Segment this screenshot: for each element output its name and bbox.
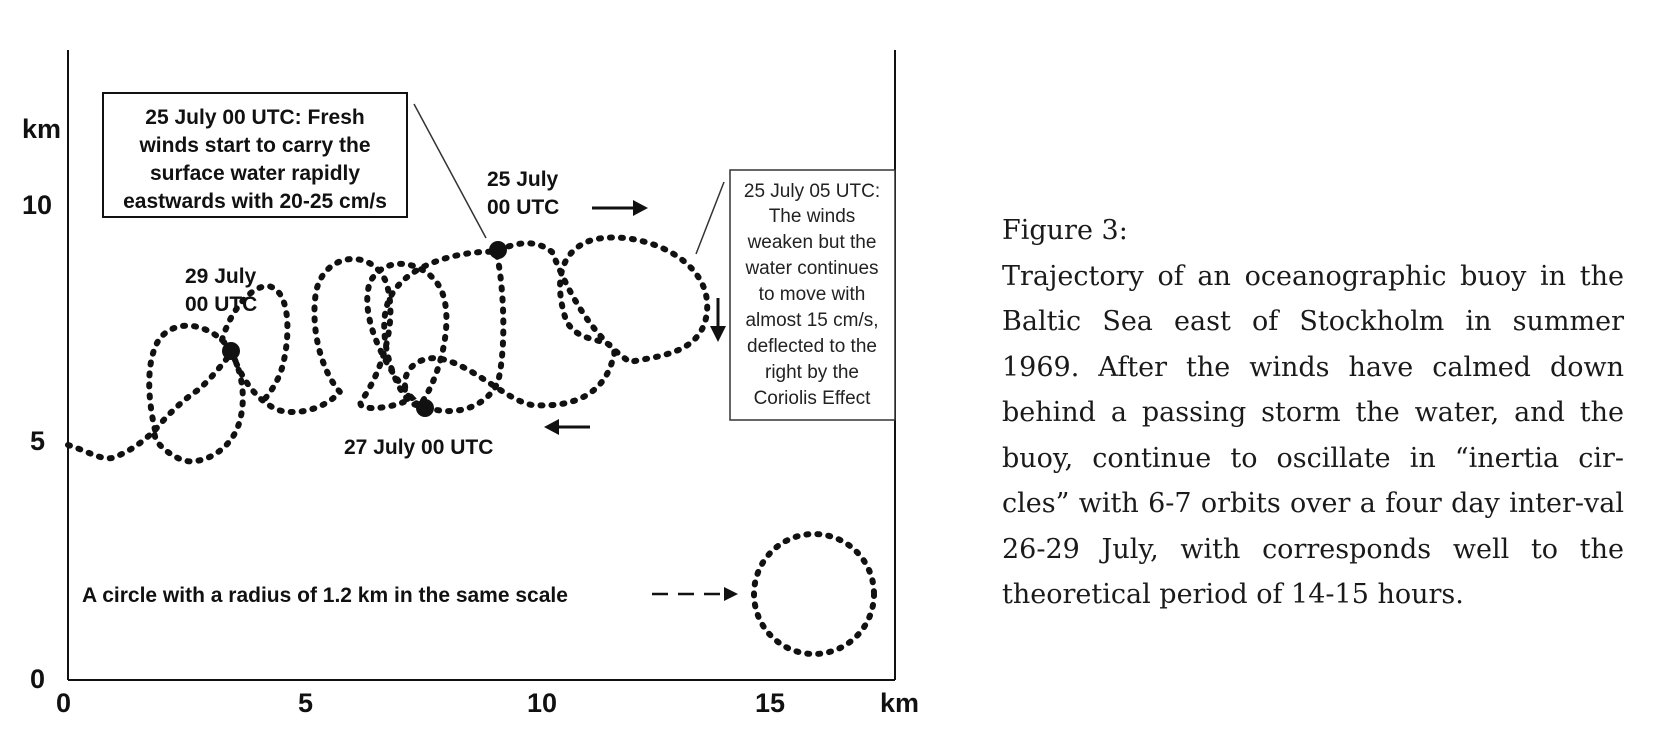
callout-winds-weaken-line-6: almost 15 cm/s, xyxy=(745,310,879,331)
y-tick-0: 0 xyxy=(30,664,46,694)
buoy-trajectory-path xyxy=(68,237,707,458)
callout-winds-weaken-line-5: to move with xyxy=(758,284,866,305)
label-29-july-line-1: 29 July xyxy=(185,265,257,288)
callout-fresh-winds-line-3: surface water rapidly xyxy=(149,162,361,185)
marker-29-july xyxy=(222,342,240,360)
scale-circle xyxy=(754,534,874,654)
figure-caption xyxy=(1002,208,1624,618)
x-axis-unit: km xyxy=(880,688,920,718)
callout-winds-weaken-line-8: right by the xyxy=(765,362,859,383)
callout-winds-weaken-line-7: deflected to the xyxy=(747,336,877,357)
callout-fresh-winds-line-4: eastwards with 20-25 cm/s xyxy=(123,190,387,213)
label-27-july: 27 July 00 UTC xyxy=(344,436,494,459)
label-29-july-line-2: 00 UTC xyxy=(185,293,258,316)
callout-fresh-winds-line-1: 25 July 00 UTC: Fresh xyxy=(145,106,365,129)
x-tick-10: 10 xyxy=(527,688,558,718)
label-25-july-line-2: 00 UTC xyxy=(487,196,560,219)
callout-winds-weaken-line-9: Coriolis Effect xyxy=(753,388,871,409)
x-tick-0: 0 xyxy=(56,688,72,718)
callout-winds-weaken-line-4: water continues xyxy=(745,258,879,279)
x-tick-15: 15 xyxy=(755,688,786,718)
callout-fresh-winds-leader xyxy=(414,104,486,238)
y-tick-5: 5 xyxy=(30,426,46,456)
callout-winds-weaken-line-3: weaken but the xyxy=(747,232,877,253)
west-arrow-head xyxy=(544,419,559,435)
marker-27-july xyxy=(416,399,434,417)
east-arrow-head xyxy=(633,200,648,216)
x-tick-5: 5 xyxy=(298,688,314,718)
callout-winds-weaken-line-1: 25 July 05 UTC: xyxy=(743,181,881,202)
label-25-july-line-1: 25 July xyxy=(487,168,559,191)
y-tick-10: 10 xyxy=(22,190,53,220)
callout-fresh-winds-line-2: winds start to carry the xyxy=(139,134,371,157)
caption-body: Trajectory of an oceanographic buoy in the Baltic Sea east of Stockholm in summer 1969. After the winds have calmed down behind a passing storm the water, and the buoy, continue to oscillate in “inertia cir-cles” with 6-7 orbits over a four day inter-val 26-29 July, with corresponds well to the theoretical period of 14-15 hours. xyxy=(1002,260,1624,610)
y-axis-unit: km xyxy=(22,114,62,144)
callout-winds-weaken-leader xyxy=(696,182,724,254)
caption-title: Figure 3: xyxy=(1002,215,1128,246)
scale-note: A circle with a radius of 1.2 km in the same scale xyxy=(82,584,568,607)
callout-winds-weaken-line-2: The winds xyxy=(768,206,856,227)
south-arrow-head xyxy=(710,326,726,342)
marker-25-july xyxy=(489,241,507,259)
scale-arrow-head xyxy=(724,587,738,601)
